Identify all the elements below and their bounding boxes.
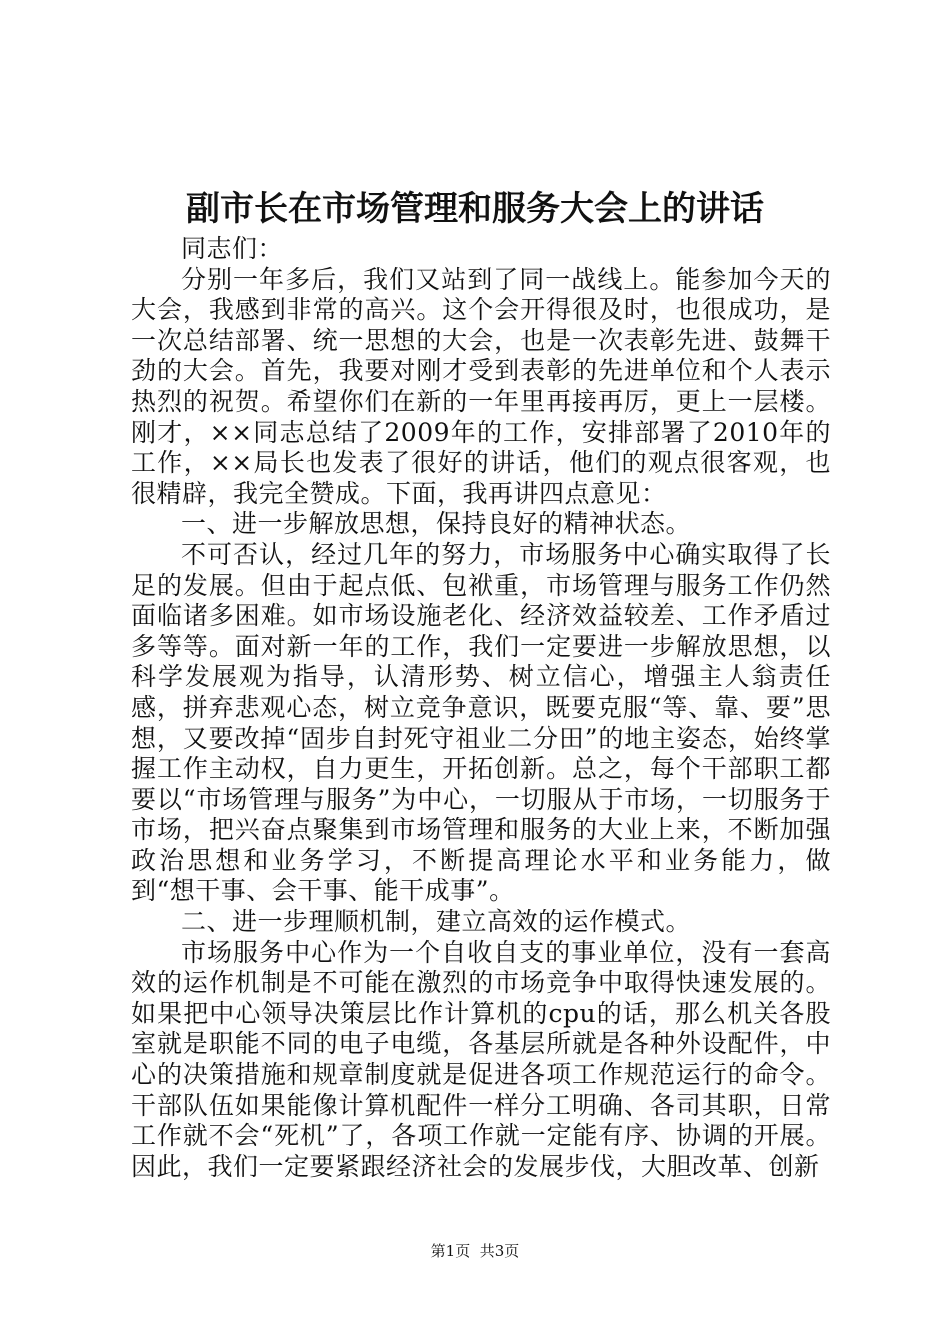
paragraph-section-2: 市场服务中心作为一个自收自支的事业单位，没有一套高效的运作机制是不可能在激烈的市场竞争中取得快速发展的。如果把中心领导决策层比作计算机的cpu的话，那么机关各股室就是职能不同的电子电缆，各基层所就是各种外设配件，中心的决策措施和规章制度就是促进各项工作规范运行的命令。干部队伍如果能像计算机配件一样分工明确、各司其职，日常工作就不会“死机”了，各项工作就一定能有序、协调的开展。因此，我们一定要紧跟经济社会的发展步伐，大胆改革、创新 [131,937,831,1181]
section-heading-1: 一、进一步解放思想，保持良好的精神状态。 [181,509,692,539]
paragraph-intro: 分别一年多后，我们又站到了同一战线上。能参加今天的大会，我感到非常的高兴。这个会开得很及时，也很成功，是一次总结部署、统一思想的大会，也是一次表彰先进、鼓舞干劲的大会。首先，我要对刚才受到表彰的先进单位和个人表示热烈的祝贺。希望你们在新的一年里再接再厉，更上一层楼。刚才，××同志总结了2009年的工作，安排部署了2010年的工作，××局长也发表了很好的讲话，他们的观点很客观，也很精辟，我完全赞成。下面，我再讲四点意见： [131,264,831,508]
section-heading-2: 二、进一步理顺机制，建立高效的运作模式。 [181,907,692,937]
page-number: 第1页 [430,1242,471,1260]
salutation: 同志们： [181,234,284,263]
document-title: 副市长在市场管理和服务大会上的讲话 [186,189,764,229]
document-body [131,234,831,1182]
page-footer [0,1240,950,1262]
paragraph-section-1: 不可否认，经过几年的努力，市场服务中心确实取得了长足的发展。但由于起点低、包袱重，市场管理与服务工作仍然面临诸多困难。如市场设施老化、经济效益较差、工作矛盾过多等等。面对新一年的工作，我们一定要进一步解放思想，以科学发展观为指导，认清形势、树立信心，增强主人翁责任感，拼弃悲观心态，树立竞争意识，既要克服“等、靠、要”思想，又要改掉“固步自封死守祖业二分田”的地主姿态，始终掌握工作主动权，自力更生，开拓创新。总之，每个干部职工都要以“市场管理与服务”为中心，一切服从于市场，一切服务于市场，把兴奋点聚集到市场管理和服务的大业上来，不断加强政治思想和业务学习，不断提高理论水平和业务能力，做到“想干事、会干事、能干成事”。 [131,539,831,906]
page-total: 共3页 [479,1242,520,1260]
